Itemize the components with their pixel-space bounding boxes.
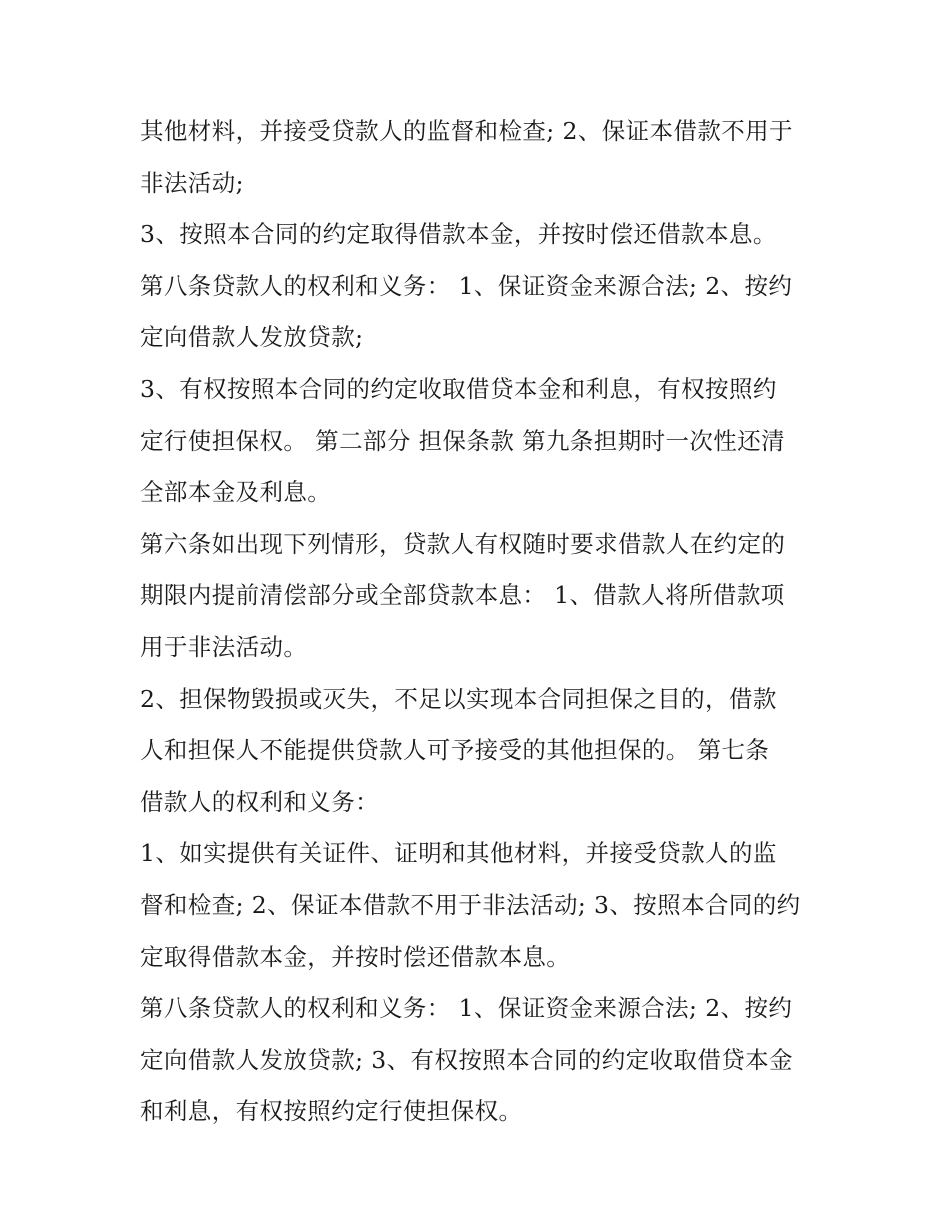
text-line: 第八条贷款人的权利和义务： 1、保证资金来源合法; 2、按约 <box>140 271 793 300</box>
text-line: 和利息，有权按照约定行使担保权。 <box>140 1097 523 1126</box>
text-line: 期限内提前清偿部分或全部贷款本息： 1、借款人将所借款项 <box>140 581 785 610</box>
text-line: 全部本金及利息。 <box>140 478 332 507</box>
text-line: 3、有权按照本合同的约定收取借贷本金和利息，有权按照约 <box>140 374 777 403</box>
document-body <box>140 106 820 1138</box>
text-line: 非法活动; <box>140 168 244 197</box>
text-line: 定行使担保权。 第二部分 担保条款 第九条担期时一次性还清 <box>140 426 786 455</box>
text-line: 定向借款人发放贷款; 3、有权按照本合同的约定收取借贷本金 <box>140 1045 793 1074</box>
text-line: 借款人的权利和义务： <box>140 787 379 816</box>
text-line: 1、如实提供有关证件、证明和其他材料，并接受贷款人的监 <box>140 839 777 868</box>
text-line: 人和担保人不能提供贷款人可予接受的其他担保的。 第七条 <box>140 736 770 765</box>
text-line: 用于非法活动。 <box>140 632 308 661</box>
text-line: 2、担保物毁损或灭失，不足以实现本合同担保之目的，借款 <box>140 684 777 713</box>
text-line: 第六条如出现下列情形，贷款人有权随时要求借款人在约定的 <box>140 529 786 558</box>
text-line: 定向借款人发放贷款; <box>140 323 364 352</box>
text-line: 3、按照本合同的约定取得借款本金，并按时偿还借款本息。 <box>140 220 777 249</box>
text-line: 定取得借款本金，并按时偿还借款本息。 <box>140 942 571 971</box>
text-line: 督和检查; 2、保证本借款不用于非法活动; 3、按照本合同的约 <box>140 890 801 919</box>
text-line: 其他材料，并接受贷款人的监督和检查; 2、保证本借款不用于 <box>140 117 793 145</box>
text-line: 第八条贷款人的权利和义务： 1、保证资金来源合法; 2、按约 <box>140 994 793 1023</box>
